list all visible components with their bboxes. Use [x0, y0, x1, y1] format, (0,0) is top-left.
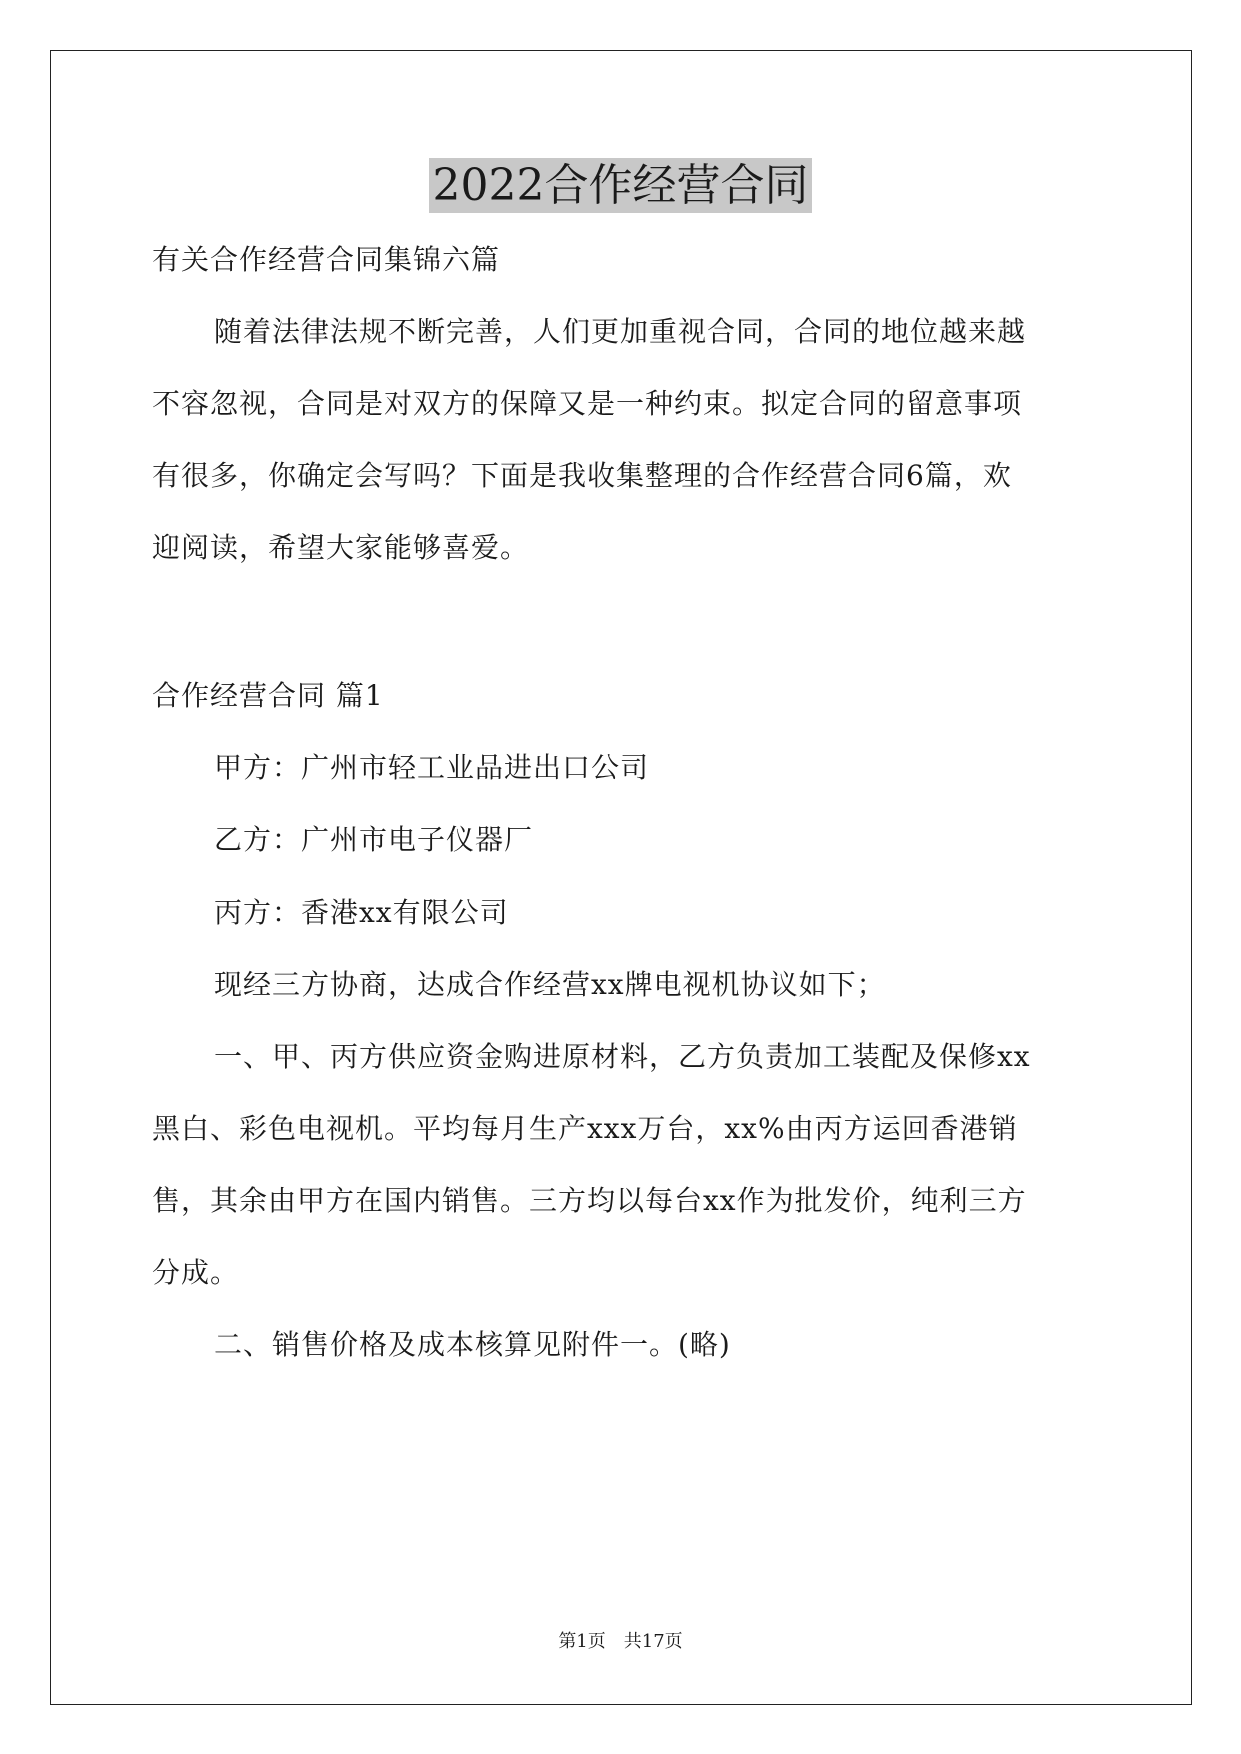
section-heading: 合作经营合同 篇1 — [152, 679, 384, 712]
party-c: 丙方：香港xx有限公司 — [214, 896, 509, 929]
intro-line-2: 不容忽视，合同是对双方的保障又是一种约束。拟定合同的留意事项 — [152, 387, 1023, 420]
clause2: 二、销售价格及成本核算见附件一。(略) — [214, 1328, 731, 1361]
document-title-text: 2022合作经营合同 — [429, 158, 813, 213]
agreement-intro: 现经三方协商，达成合作经营xx牌电视机协议如下； — [214, 968, 886, 1001]
clause1-line-4: 分成。 — [152, 1256, 240, 1289]
clause1-line-3: 售，其余由甲方在国内销售。三方均以每台xx作为批发价，纯利三方 — [152, 1184, 1027, 1217]
clause1-line-1: 一、甲、丙方供应资金购进原材料，乙方负责加工装配及保修xx — [214, 1040, 1031, 1073]
party-a: 甲方：广州市轻工业品进出口公司 — [214, 751, 650, 784]
document-subtitle: 有关合作经营合同集锦六篇 — [152, 243, 501, 276]
intro-line-1: 随着法律法规不断完善，人们更加重视合同，合同的地位越来越 — [214, 315, 1027, 348]
page-border — [50, 50, 1192, 1705]
clause1-line-2: 黑白、彩色电视机。平均每月生产xxx万台，xx%由丙方运回香港销 — [152, 1112, 1018, 1145]
document-title — [0, 158, 1241, 214]
page-number-footer: 第1页 共17页 — [558, 1631, 683, 1652]
intro-line-3: 有很多，你确定会写吗？下面是我收集整理的合作经营合同6篇，欢 — [152, 459, 1012, 492]
party-b: 乙方：广州市电子仪器厂 — [214, 823, 534, 856]
intro-line-4: 迎阅读，希望大家能够喜爱。 — [152, 531, 530, 564]
